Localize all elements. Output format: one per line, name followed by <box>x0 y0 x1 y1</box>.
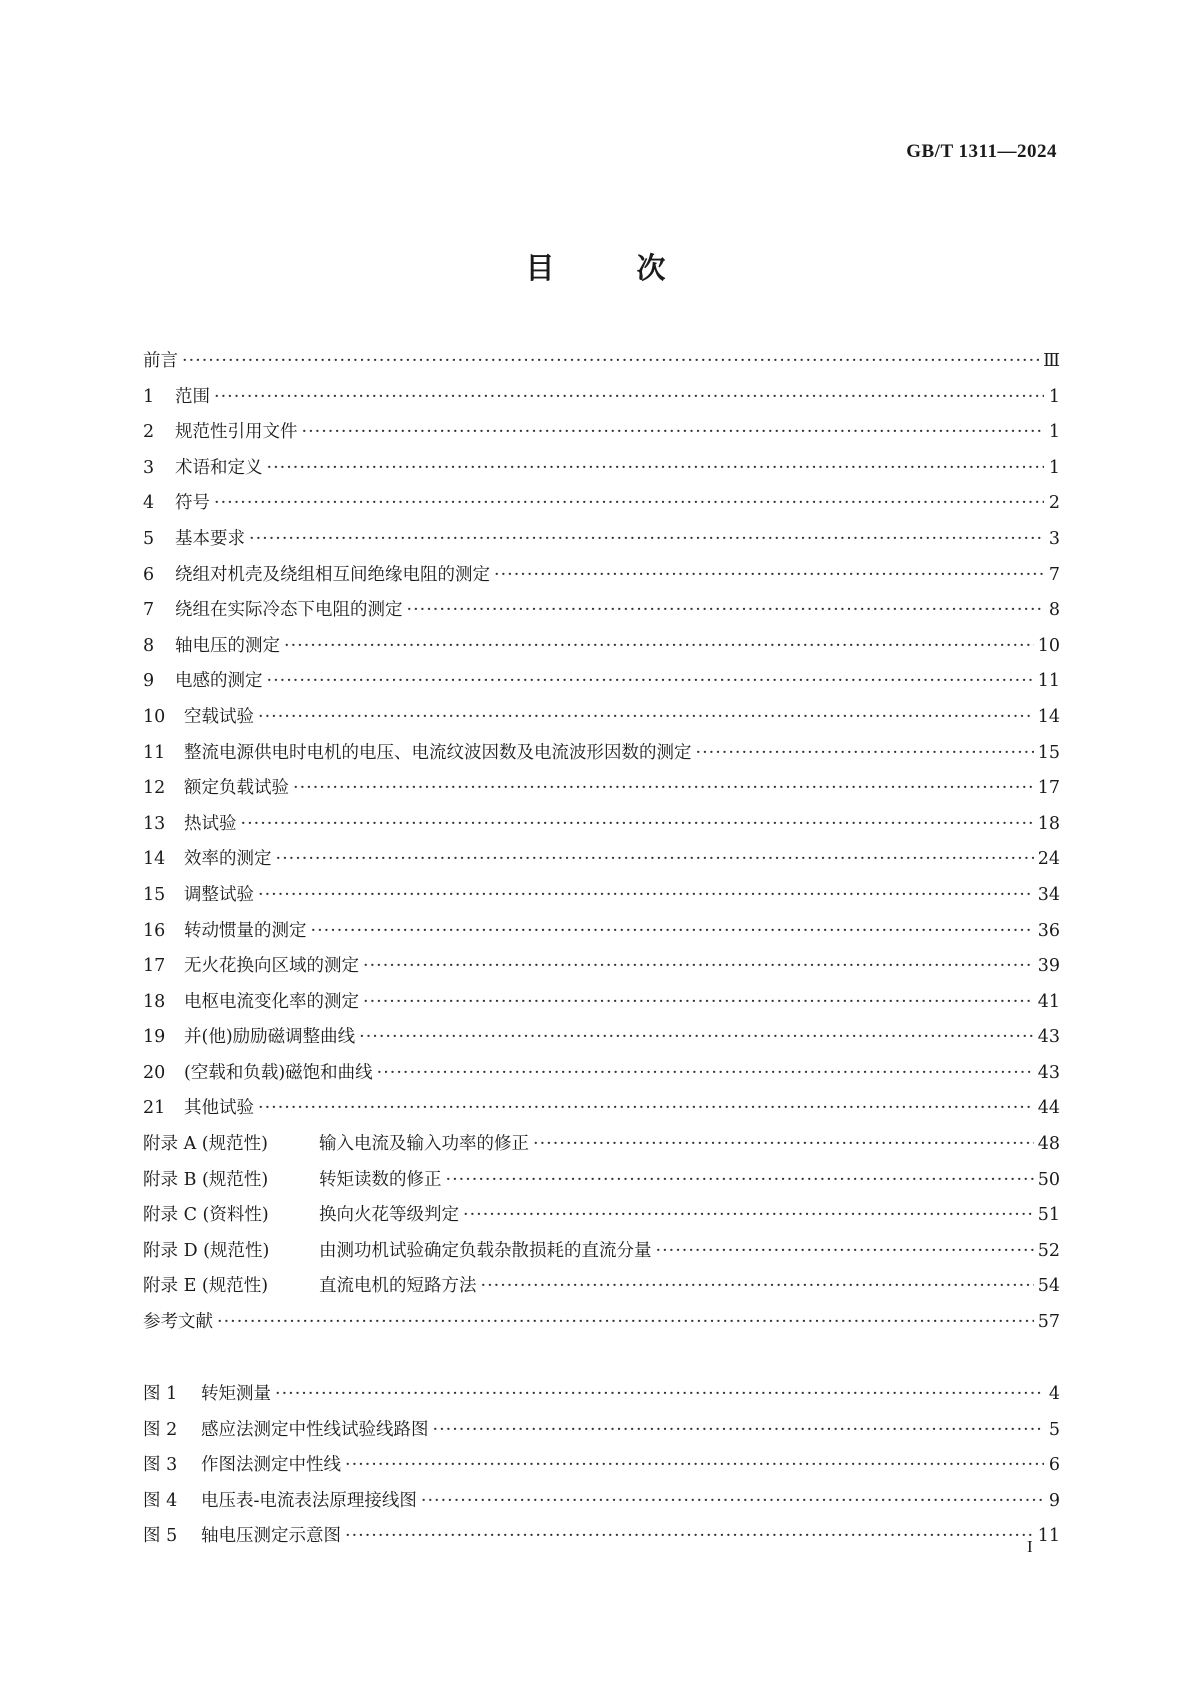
toc-entry-page: 8 <box>1048 600 1060 621</box>
dot-leader <box>446 1163 1034 1199</box>
toc-entry[interactable] <box>143 878 1060 914</box>
dot-leader <box>302 415 1045 451</box>
figure-page: 11 <box>1037 1526 1060 1547</box>
toc-entry-number: 6 <box>143 564 155 585</box>
dot-leader <box>463 1198 1034 1234</box>
toc-entry-title: 前言 <box>143 351 178 371</box>
dot-leader <box>267 664 1034 700</box>
toc-entry-page: 36 <box>1037 920 1060 941</box>
toc-entry[interactable] <box>143 736 1060 772</box>
toc-entry-number: 16 <box>143 920 166 941</box>
figure-entry[interactable] <box>143 1448 1060 1484</box>
toc-entry[interactable] <box>143 700 1060 736</box>
references-title: 参考文献 <box>143 1312 213 1333</box>
figure-page: 9 <box>1048 1490 1060 1511</box>
toc-entry-page: 43 <box>1037 1027 1060 1048</box>
appendix-page: 50 <box>1037 1169 1060 1190</box>
dot-leader <box>407 593 1045 629</box>
figure-entry[interactable] <box>143 1413 1060 1449</box>
dot-leader <box>363 985 1034 1021</box>
figure-label: 图 4 <box>143 1490 178 1511</box>
toc-entry-page: 39 <box>1037 956 1060 977</box>
appendix-entry[interactable] <box>143 1234 1060 1270</box>
toc-entry[interactable] <box>143 451 1060 487</box>
dot-leader <box>258 878 1034 914</box>
figure-entry[interactable] <box>143 1377 1060 1413</box>
appendix-entry[interactable] <box>143 1198 1060 1234</box>
dot-leader <box>217 1305 1034 1341</box>
dot-leader <box>359 1020 1034 1056</box>
appendix-title: 输入电流及输入功率的修正 <box>319 1134 529 1155</box>
figure-entry[interactable] <box>143 1484 1060 1520</box>
toc-entry-title: 效率的测定 <box>184 849 272 870</box>
toc-entry-page: 18 <box>1037 813 1060 834</box>
toc-entry-number: 1 <box>143 386 155 407</box>
toc-entry-title: 规范性引用文件 <box>175 422 298 443</box>
dot-leader <box>293 771 1034 807</box>
toc-entry-page: 17 <box>1037 778 1060 799</box>
toc-entry-title: 热试验 <box>184 813 237 834</box>
dot-leader <box>249 522 1044 558</box>
toc-entry-page: 14 <box>1037 706 1060 727</box>
toc-entry-references[interactable] <box>143 1305 1060 1341</box>
toc-entry[interactable] <box>143 664 1060 700</box>
toc-entry[interactable] <box>143 914 1060 950</box>
toc-entry-page: 1 <box>1048 422 1060 443</box>
toc-entry-title: 额定负载试验 <box>184 778 289 799</box>
toc-entry-page: 2 <box>1048 493 1060 514</box>
figure-page: 5 <box>1048 1419 1060 1440</box>
toc-entry-title: (空载和负载)磁饱和曲线 <box>184 1062 373 1083</box>
dot-leader <box>276 842 1034 878</box>
table-of-contents <box>143 344 1060 1341</box>
dot-leader <box>345 1448 1044 1484</box>
toc-entry-title: 无火花换向区域的测定 <box>184 956 359 977</box>
toc-entry-number: 12 <box>143 778 166 799</box>
toc-entry[interactable] <box>143 842 1060 878</box>
toc-entry-title: 电枢电流变化率的测定 <box>184 991 359 1012</box>
dot-leader <box>421 1484 1044 1520</box>
appendix-entry[interactable] <box>143 1269 1060 1305</box>
toc-entry-page: 7 <box>1048 564 1060 585</box>
figure-title: 作图法测定中性线 <box>201 1455 341 1476</box>
toc-entry[interactable] <box>143 1056 1060 1092</box>
appendix-page: 54 <box>1037 1276 1060 1297</box>
page-title: 目 次 <box>525 251 702 285</box>
appendix-label: 附录 A (规范性) <box>143 1134 268 1155</box>
appendix-label: 附录 B (规范性) <box>143 1169 269 1190</box>
dot-leader <box>696 736 1034 772</box>
dot-leader <box>214 380 1044 416</box>
toc-entry-number: 19 <box>143 1027 166 1048</box>
toc-entry-number: 20 <box>143 1062 166 1083</box>
dot-leader <box>656 1234 1034 1270</box>
figure-page: 4 <box>1048 1384 1060 1404</box>
toc-entry-number: 18 <box>143 991 166 1012</box>
toc-entry-number: 4 <box>143 493 155 514</box>
appendix-title: 换向火花等级判定 <box>319 1205 459 1226</box>
toc-entry[interactable] <box>143 558 1060 594</box>
dot-leader <box>214 486 1044 522</box>
toc-entry-number: 2 <box>143 422 155 443</box>
appendix-entry[interactable] <box>143 1163 1060 1199</box>
dot-leader <box>284 629 1034 665</box>
appendix-entry[interactable] <box>143 1127 1060 1163</box>
dot-leader <box>363 949 1034 985</box>
dot-leader <box>258 700 1034 736</box>
toc-entry-number: 13 <box>143 813 166 834</box>
figure-label: 图 1 <box>143 1384 178 1404</box>
toc-entry-number: 7 <box>143 600 155 621</box>
toc-entry-title: 其他试验 <box>184 1098 254 1119</box>
toc-entry-title: 绕组对机壳及绕组相互间绝缘电阻的测定 <box>175 564 490 585</box>
toc-entry-title: 空载试验 <box>184 706 254 727</box>
appendix-page: 51 <box>1037 1205 1060 1226</box>
toc-entry-number: 5 <box>143 528 155 549</box>
dot-leader <box>258 1091 1034 1127</box>
appendix-title: 由测功机试验确定负载杂散损耗的直流分量 <box>319 1240 652 1261</box>
toc-entry-foreword[interactable] <box>143 344 1060 380</box>
dot-leader <box>494 558 1044 594</box>
toc-entry[interactable] <box>143 522 1060 558</box>
toc-entry-number: 10 <box>143 706 166 727</box>
figure-label: 图 2 <box>143 1419 178 1440</box>
dot-leader <box>311 914 1034 950</box>
dot-leader <box>377 1056 1034 1092</box>
dot-leader <box>345 1519 1034 1555</box>
dot-leader <box>241 807 1034 843</box>
toc-entry-title: 基本要求 <box>175 528 245 549</box>
toc-entry[interactable] <box>143 949 1060 985</box>
standard-number: GB/T 1311—2024 <box>906 141 1057 162</box>
toc-entry-title: 并(他)励励磁调整曲线 <box>184 1027 356 1048</box>
toc-entry-title: 范围 <box>175 386 210 407</box>
toc-entry[interactable] <box>143 486 1060 522</box>
toc-entry-page: 11 <box>1037 671 1060 692</box>
figure-title: 转矩测量 <box>201 1384 271 1404</box>
figure-title: 电压表-电流表法原理接线图 <box>201 1490 417 1511</box>
dot-leader <box>481 1269 1034 1305</box>
references-page: 57 <box>1037 1312 1060 1333</box>
toc-entry[interactable] <box>143 771 1060 807</box>
toc-entry-number: 11 <box>143 742 166 763</box>
appendix-page: 48 <box>1037 1134 1060 1155</box>
toc-entry[interactable] <box>143 593 1060 629</box>
toc-entry[interactable] <box>143 380 1060 416</box>
toc-entry-number: 15 <box>143 884 166 905</box>
figure-title: 感应法测定中性线试验线路图 <box>201 1419 429 1440</box>
figure-entry[interactable] <box>143 1519 1060 1555</box>
appendix-label: 附录 C (资料性) <box>143 1205 269 1226</box>
toc-entry-number: 17 <box>143 956 166 977</box>
toc-entry-title: 整流电源供电时电机的电压、电流纹波因数及电流波形因数的测定 <box>184 742 692 763</box>
toc-entry-number: 21 <box>143 1098 166 1119</box>
toc-entry[interactable] <box>143 807 1060 843</box>
toc-entry-title: 符号 <box>175 493 210 514</box>
toc-entry-page: 1 <box>1048 457 1060 478</box>
dot-leader <box>533 1127 1034 1163</box>
toc-entry-page: 1 <box>1048 386 1060 407</box>
toc-entry-title: 绕组在实际冷态下电阻的测定 <box>175 600 403 621</box>
toc-entry-number: 3 <box>143 457 155 478</box>
toc-entry-title: 电感的测定 <box>175 671 263 692</box>
toc-entry-title: 转动惯量的测定 <box>184 920 307 941</box>
toc-entry-title: 轴电压的测定 <box>175 635 280 656</box>
appendix-page: 52 <box>1037 1240 1060 1261</box>
appendix-title: 直流电机的短路方法 <box>319 1276 477 1297</box>
toc-entry-title: 术语和定义 <box>175 457 263 478</box>
appendix-label: 附录 E (规范性) <box>143 1276 269 1297</box>
toc-entry-page: 41 <box>1037 991 1060 1012</box>
toc-entry[interactable] <box>143 629 1060 665</box>
figure-page: 6 <box>1048 1455 1060 1476</box>
toc-entry-title: 调整试验 <box>184 884 254 905</box>
appendix-label: 附录 D (规范性) <box>143 1240 270 1261</box>
dot-leader <box>182 344 1039 380</box>
toc-entry-number: 14 <box>143 849 166 870</box>
toc-entry-number: 8 <box>143 635 155 656</box>
toc-entry-page: 43 <box>1037 1062 1060 1083</box>
figure-title: 轴电压测定示意图 <box>201 1526 341 1547</box>
toc-entry-page: 24 <box>1037 849 1060 870</box>
dot-leader <box>433 1413 1045 1449</box>
dot-leader <box>275 1377 1044 1413</box>
toc-entry[interactable] <box>143 1091 1060 1127</box>
toc-entry-page: Ⅲ <box>1043 351 1060 371</box>
figure-label: 图 3 <box>143 1455 178 1476</box>
toc-entry-page: 44 <box>1037 1098 1060 1119</box>
page-folio: I <box>1027 1537 1033 1556</box>
figure-label: 图 5 <box>143 1526 178 1547</box>
toc-entry-page: 10 <box>1037 635 1060 656</box>
appendix-title: 转矩读数的修正 <box>319 1169 442 1190</box>
toc-entry-page: 34 <box>1037 884 1060 905</box>
toc-entry-page: 3 <box>1048 528 1060 549</box>
dot-leader <box>267 451 1045 487</box>
toc-entry[interactable] <box>143 985 1060 1021</box>
toc-entry[interactable] <box>143 415 1060 451</box>
list-of-figures <box>143 1377 1060 1555</box>
toc-entry-page: 15 <box>1037 742 1060 763</box>
toc-entry[interactable] <box>143 1020 1060 1056</box>
toc-entry-number: 9 <box>143 671 155 692</box>
